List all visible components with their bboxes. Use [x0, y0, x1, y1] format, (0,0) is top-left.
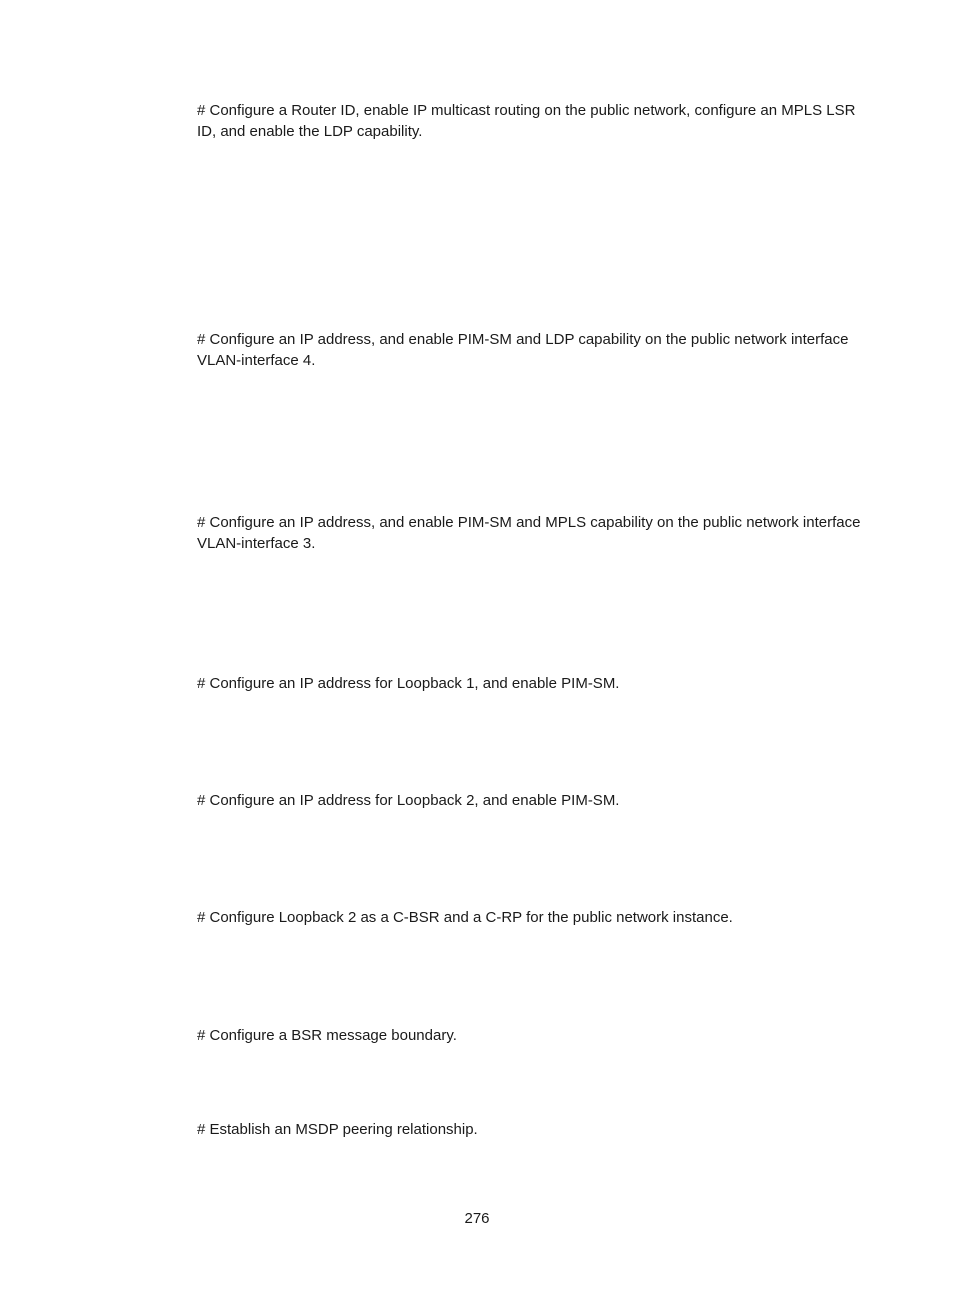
instruction-loopback-2: # Configure an IP address for Loopback 2, and enable PIM-SM.: [197, 792, 620, 809]
instruction-vlan-interface-4: # Configure an IP address, and enable PIM-SM and LDP capability on the public network interface VLAN-interface 4.: [197, 331, 849, 369]
instruction-loopback-1: # Configure an IP address for Loopback 1, and enable PIM-SM.: [197, 675, 620, 692]
instruction-router-id: # Configure a Router ID, enable IP multicast routing on the public network, configure an MPLS LSR ID, and enable the LDP capability.: [197, 102, 856, 140]
page-number: 276: [464, 1210, 490, 1227]
instruction-msdp-peering: # Establish an MSDP peering relationship.: [197, 1121, 478, 1138]
instruction-vlan-interface-3: # Configure an IP address, and enable PIM-SM and MPLS capability on the public network interface VLAN-interface 3.: [197, 514, 861, 552]
instruction-c-bsr-c-rp: # Configure Loopback 2 as a C-BSR and a C-RP for the public network instance.: [197, 909, 733, 926]
instruction-bsr-boundary: # Configure a BSR message boundary.: [197, 1027, 457, 1044]
